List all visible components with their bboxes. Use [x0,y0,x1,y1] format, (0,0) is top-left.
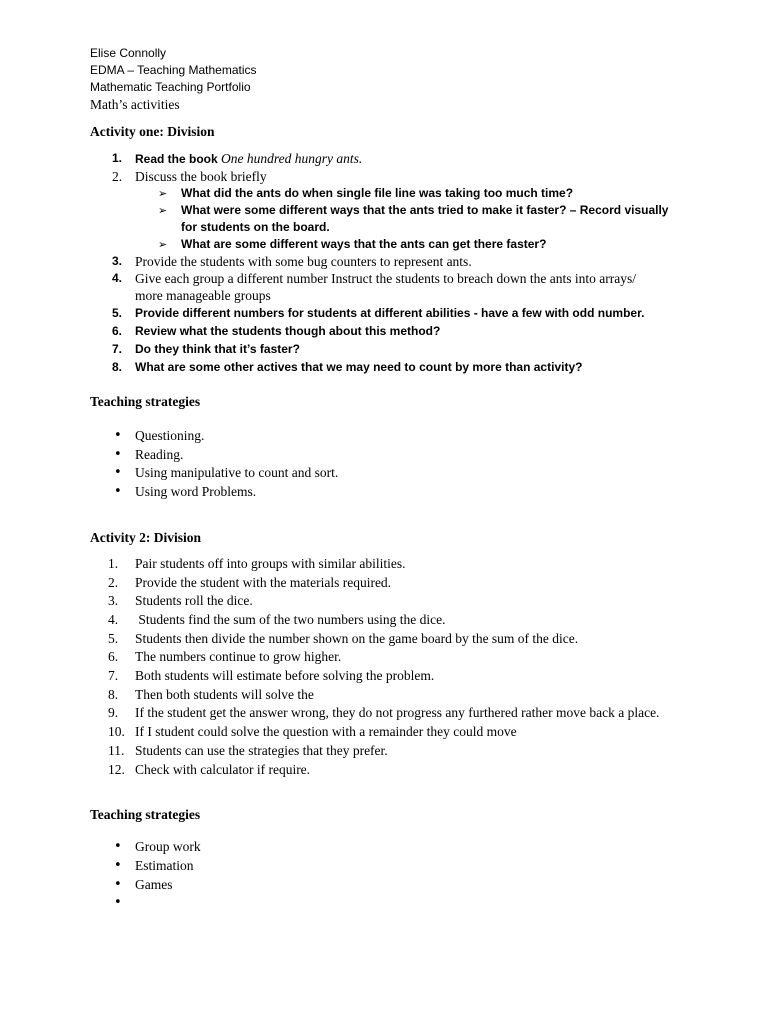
strategy-text: Using word Problems. [135,484,257,500]
strategies-list [90,427,710,502]
portfolio-title: Mathematic Teaching Portfolio [90,80,251,94]
step-text: Pair students off into groups with similar abilities. [135,555,406,571]
list-number: 5. [108,630,119,646]
list-item [90,704,710,723]
step-text: more manageable groups [135,288,271,303]
step-text: Students then divide the number shown on the game board by the sum of the dice. [135,630,579,646]
course-title: EDMA – Teaching Mathematics [90,63,257,77]
list-number: 11. [108,742,125,758]
list-item [90,168,710,185]
bullet-item [90,857,710,876]
bullet-item [90,838,710,857]
list-number: 3. [112,254,123,268]
step-text: Read the book [135,152,218,166]
list-item [90,304,710,322]
list-number: 5. [112,306,123,320]
step-text: If the student get the answer wrong, they do not progress any furthered rather move back a place. [135,705,660,721]
arrow-bullet-icon: ➢ [158,187,168,200]
activity-one-heading: Activity one: Division [90,124,215,139]
arrow-bullet-icon: ➢ [158,204,168,217]
bullet-icon: • [114,484,122,500]
teaching-strategies-heading: Teaching strategies [90,394,201,409]
book-title: One hundred hungry ants. [221,151,363,166]
sub-list-continuation [90,219,710,236]
step-text: Provide different numbers for students at different abilities - have a few with odd number. [135,306,645,320]
sub-list-item [90,202,710,219]
list-number: 6. [108,649,119,665]
question-text: for students on the board. [181,220,330,234]
strategy-text: Reading. [135,446,184,462]
list-number: 8. [108,686,119,702]
list-item [90,723,710,742]
bullet-item [90,464,710,483]
document-page [90,45,710,913]
list-number: 7. [108,668,119,684]
list-number: 4. [108,611,119,627]
list-item [90,667,710,686]
bullet-icon: • [114,839,122,855]
list-number: 2. [112,169,123,184]
strategy-text: Group work [135,839,201,855]
author-name: Elise Connolly [90,46,167,60]
question-text: What did the ants do when single file line was taking too much time? [181,186,574,200]
bullet-icon: • [114,446,122,462]
list-item [90,555,710,574]
bullet-icon: • [114,857,122,873]
list-number: 9. [108,705,119,721]
list-item [90,592,710,611]
strategy-text: Using manipulative to count and sort. [135,465,339,481]
strategy-text: Games [135,876,173,892]
step-text: Then both students will solve the [135,686,314,702]
activity-one-steps [90,150,710,376]
step-text: Students can use the strategies that they prefer. [135,742,388,758]
list-item-continuation [90,287,710,304]
bullet-item [90,894,710,913]
list-item [90,761,710,780]
bullet-icon: • [114,465,122,481]
list-number: 12. [108,761,125,777]
arrow-bullet-icon: ➢ [158,238,168,251]
list-number: 7. [112,342,123,356]
list-item [90,358,710,376]
activity-two-steps [90,555,710,779]
step-text: Discuss the book briefly [135,169,267,184]
list-item [90,611,710,630]
step-text: Provide the students with some bug counters to represent ants. [135,254,472,269]
step-text: If I student could solve the question with a remainder they could move [135,724,517,740]
step-text: Check with calculator if require. [135,761,311,777]
step-text: What are some other actives that we may need to count by more than activity? [135,360,583,374]
list-item [90,742,710,761]
list-item [90,150,710,168]
teaching-strategies-heading: Teaching strategies [90,807,201,823]
activity-two-heading: Activity 2: Division [90,529,201,545]
bullet-icon: • [114,428,122,443]
list-item [90,574,710,593]
list-number: 6. [112,324,123,338]
strategy-text: Estimation [135,857,194,873]
step-text: Give each group a different number Instruct the students to breach down the ants into arrays/ [135,271,636,286]
list-item [90,630,710,649]
bullet-item [90,427,710,446]
strategies-list [90,838,710,913]
list-item [90,340,710,358]
step-text: Provide the student with the materials required. [135,574,392,590]
step-text: Students roll the dice. [135,593,253,609]
list-item [90,270,710,287]
bullet-item [90,446,710,465]
list-item [90,322,710,340]
document-subtitle: Math’s activities [90,97,180,112]
bullet-item [90,483,710,502]
bullet-item [90,876,710,895]
question-text: What are some different ways that the ants can get there faster? [181,237,547,251]
bullet-icon: • [114,876,122,892]
list-item [90,686,710,705]
list-number: 4. [112,271,123,285]
list-number: 3. [108,593,119,609]
strategy-text: Questioning. [135,428,205,443]
question-text: What were some different ways that the ants tried to make it faster? – Record visually [181,203,669,217]
step-text: The numbers continue to grow higher. [135,649,342,665]
step-text: Review what the students though about this method? [135,324,441,338]
list-number: 1. [108,555,119,571]
step-text: Students find the sum of the two numbers using the dice. [135,611,446,627]
step-text: Both students will estimate before solving the problem. [135,668,435,684]
list-number: 10. [108,724,125,740]
bullet-icon: • [114,895,122,911]
list-item [90,253,710,270]
sub-list-item [90,236,710,253]
step-text: Do they think that it’s faster? [135,342,300,356]
sub-list-item [90,185,710,202]
list-number: 8. [112,360,123,374]
list-number: 1. [112,151,123,165]
list-number: 2. [108,574,119,590]
list-item [90,648,710,667]
